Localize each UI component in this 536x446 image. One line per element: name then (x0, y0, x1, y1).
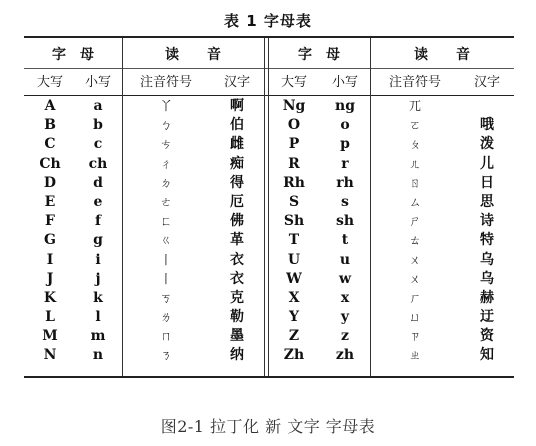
cell-hanzi-left: 雌 (230, 136, 244, 153)
cell-zhuyin-right: ㄨ (408, 252, 421, 267)
cell-uppercase-left: B (44, 117, 56, 134)
cell-hanzi-right: 乌 (480, 251, 494, 268)
alphabet-table (24, 36, 514, 378)
header-divider (24, 68, 514, 69)
cell-uppercase-left: F (45, 213, 55, 230)
table-row (24, 270, 514, 289)
cell-uppercase-right: Ng (282, 98, 306, 114)
table-row (24, 116, 514, 135)
cell-uppercase-left: E (44, 193, 56, 210)
cell-lowercase-left: c (93, 136, 103, 153)
cell-zhuyin-right: ㄓ (408, 348, 421, 363)
cell-zhuyin-left: ㄎ (159, 290, 172, 305)
cell-hanzi-right: 日 (480, 174, 494, 191)
cell-uppercase-right: R (288, 155, 300, 172)
header-letters-left: 字 母 (52, 47, 94, 63)
cell-zhuyin-left: ㄋ (159, 348, 172, 363)
cell-zhuyin-left: 丨 (159, 271, 172, 286)
cell-uppercase-left: G (44, 232, 56, 249)
subheader-lowercase-right: 小写 (331, 75, 358, 90)
table-row (24, 231, 514, 250)
cell-hanzi-left: 革 (230, 232, 244, 249)
cell-hanzi-right: 思 (480, 193, 494, 210)
cell-zhuyin-left: ㄍ (159, 233, 172, 248)
cell-zhuyin-right: ㄩ (408, 310, 421, 325)
cell-lowercase-right: w (338, 270, 352, 287)
cell-lowercase-left: f (94, 213, 102, 230)
cell-lowercase-right: u (339, 251, 351, 268)
cell-hanzi-right: 乌 (480, 270, 494, 287)
cell-lowercase-left: i (95, 251, 101, 268)
cell-uppercase-left: Ch (39, 155, 61, 172)
cell-uppercase-right: Y (289, 309, 299, 326)
header-letters-right: 字 母 (298, 47, 340, 63)
cell-lowercase-left: b (93, 117, 103, 134)
figure-caption: 图2-1 拉丁化 新 文字 字母表 (160, 417, 376, 436)
cell-uppercase-right: T (288, 232, 300, 249)
cell-hanzi-left: 厄 (230, 193, 244, 210)
cell-zhuyin-left: 丨 (159, 252, 172, 267)
cell-hanzi-left: 痴 (230, 155, 244, 172)
cell-hanzi-left: 衣 (230, 270, 244, 287)
table-row (24, 346, 514, 365)
cell-zhuyin-left: ㄈ (159, 214, 172, 229)
cell-hanzi-right: 儿 (480, 155, 494, 172)
cell-hanzi-left: 伯 (230, 117, 244, 134)
cell-hanzi-left: 纳 (230, 347, 244, 364)
cell-lowercase-left: l (95, 309, 101, 326)
cell-uppercase-left: K (43, 289, 57, 306)
subheader-uppercase-left: 大写 (36, 75, 63, 90)
subheader-zhuyin-left: 注音符号 (139, 75, 192, 90)
table-row (24, 212, 514, 231)
cell-lowercase-left: k (93, 289, 103, 306)
cell-zhuyin-right: ㄗ (408, 329, 421, 344)
cell-uppercase-right: U (287, 251, 301, 268)
table-title: 表 1 字母表 (224, 12, 312, 30)
cell-hanzi-right: 资 (480, 328, 494, 345)
cell-hanzi-left: 佛 (230, 213, 244, 230)
table-row (24, 289, 514, 308)
cell-lowercase-right: p (340, 136, 350, 153)
cell-lowercase-left: g (93, 232, 103, 249)
cell-zhuyin-right: ㄏ (408, 290, 421, 305)
table-row (24, 155, 514, 174)
cell-hanzi-right: 哦 (480, 117, 494, 134)
cell-lowercase-right: y (340, 309, 350, 326)
cell-uppercase-left: D (43, 174, 57, 191)
cell-zhuyin-right: ㄦ (408, 156, 421, 171)
top-rule (24, 36, 514, 38)
cell-lowercase-right: rh (336, 174, 354, 191)
cell-hanzi-left: 得 (230, 174, 244, 191)
cell-lowercase-right: r (341, 155, 349, 172)
subheader-hanzi-right: 汉字 (473, 75, 500, 90)
cell-hanzi-right: 泼 (480, 136, 494, 153)
cell-hanzi-left: 衣 (230, 251, 244, 268)
cell-hanzi-left: 克 (230, 289, 244, 306)
cell-zhuyin-left: ㄉ (159, 175, 172, 190)
cell-hanzi-right: 知 (480, 347, 494, 364)
cell-lowercase-right: t (341, 232, 349, 249)
cell-uppercase-right: Z (288, 328, 300, 345)
cell-hanzi-right: 诗 (480, 213, 494, 230)
cell-uppercase-left: A (44, 98, 56, 114)
cell-hanzi-right: 赫 (480, 289, 494, 306)
cell-lowercase-right: x (340, 289, 350, 306)
cell-lowercase-right: s (341, 193, 349, 210)
table-row (24, 97, 514, 116)
cell-zhuyin-right: ㄊ (408, 233, 421, 248)
cell-uppercase-left: M (42, 328, 58, 345)
cell-uppercase-right: S (288, 193, 300, 210)
cell-zhuyin-right: ㄖ (408, 175, 421, 190)
cell-lowercase-left: j (95, 270, 101, 287)
cell-hanzi-left: 啊 (230, 98, 244, 114)
subheader-uppercase-right: 大写 (280, 75, 307, 90)
cell-lowercase-right: sh (335, 213, 355, 230)
header-reading-left: 读 音 (165, 47, 221, 63)
table-row (24, 251, 514, 270)
cell-uppercase-left: C (44, 136, 56, 153)
cell-zhuyin-right: ㄨ (408, 271, 421, 286)
cell-uppercase-right: X (288, 289, 300, 306)
header-reading-right: 读 音 (414, 47, 470, 63)
cell-uppercase-right: P (288, 136, 300, 153)
cell-lowercase-left: e (93, 193, 103, 210)
subheader-lowercase-left: 小写 (84, 75, 111, 90)
cell-zhuyin-left: ㄘ (159, 137, 172, 152)
cell-zhuyin-left: ㄌ (159, 310, 172, 325)
cell-zhuyin-left: ㄅ (159, 118, 172, 133)
cell-lowercase-left: m (90, 328, 106, 345)
cell-zhuyin-right: ㄙ (408, 194, 421, 209)
table-row (24, 174, 514, 193)
cell-lowercase-left: ch (88, 155, 108, 172)
cell-zhuyin-right: ㄕ (408, 214, 421, 229)
cell-lowercase-left: a (93, 98, 103, 114)
table-body (24, 97, 514, 366)
subheader-zhuyin-right: 注音符号 (388, 75, 441, 90)
cell-lowercase-right: ng (335, 98, 355, 114)
cell-hanzi-left: 墨 (230, 328, 244, 345)
cell-uppercase-right: Sh (283, 213, 305, 230)
table-row (24, 135, 514, 154)
cell-lowercase-left: n (92, 347, 104, 364)
cell-uppercase-left: N (43, 347, 57, 364)
cell-uppercase-right: O (287, 117, 301, 134)
cell-uppercase-left: J (46, 270, 54, 287)
cell-zhuyin-right: ㄆ (408, 137, 421, 152)
cell-uppercase-left: I (46, 251, 54, 268)
cell-zhuyin-right: ㄛ (408, 118, 421, 133)
cell-lowercase-right: z (341, 328, 349, 345)
cell-zhuyin-right: 兀 (408, 99, 421, 113)
cell-lowercase-right: zh (335, 347, 355, 364)
bottom-rule (24, 376, 514, 378)
cell-zhuyin-left: ㄜ (159, 194, 172, 209)
cell-hanzi-right: 特 (480, 232, 494, 249)
table-row (24, 308, 514, 327)
cell-hanzi-left: 勒 (230, 309, 244, 326)
subheader-hanzi-left: 汉字 (223, 75, 250, 90)
cell-zhuyin-left: ㄇ (159, 329, 172, 344)
cell-uppercase-right: Rh (283, 174, 305, 191)
subheader-divider (24, 95, 514, 96)
table-row (24, 327, 514, 346)
cell-uppercase-right: W (286, 270, 302, 287)
cell-lowercase-left: d (93, 174, 103, 191)
cell-lowercase-right: o (340, 117, 350, 134)
cell-uppercase-left: L (45, 309, 55, 326)
table-row (24, 193, 514, 212)
cell-uppercase-right: Zh (283, 347, 305, 364)
cell-hanzi-right: 迂 (480, 309, 494, 326)
cell-zhuyin-left: 丫 (159, 99, 172, 113)
cell-zhuyin-left: ㄔ (159, 156, 172, 171)
